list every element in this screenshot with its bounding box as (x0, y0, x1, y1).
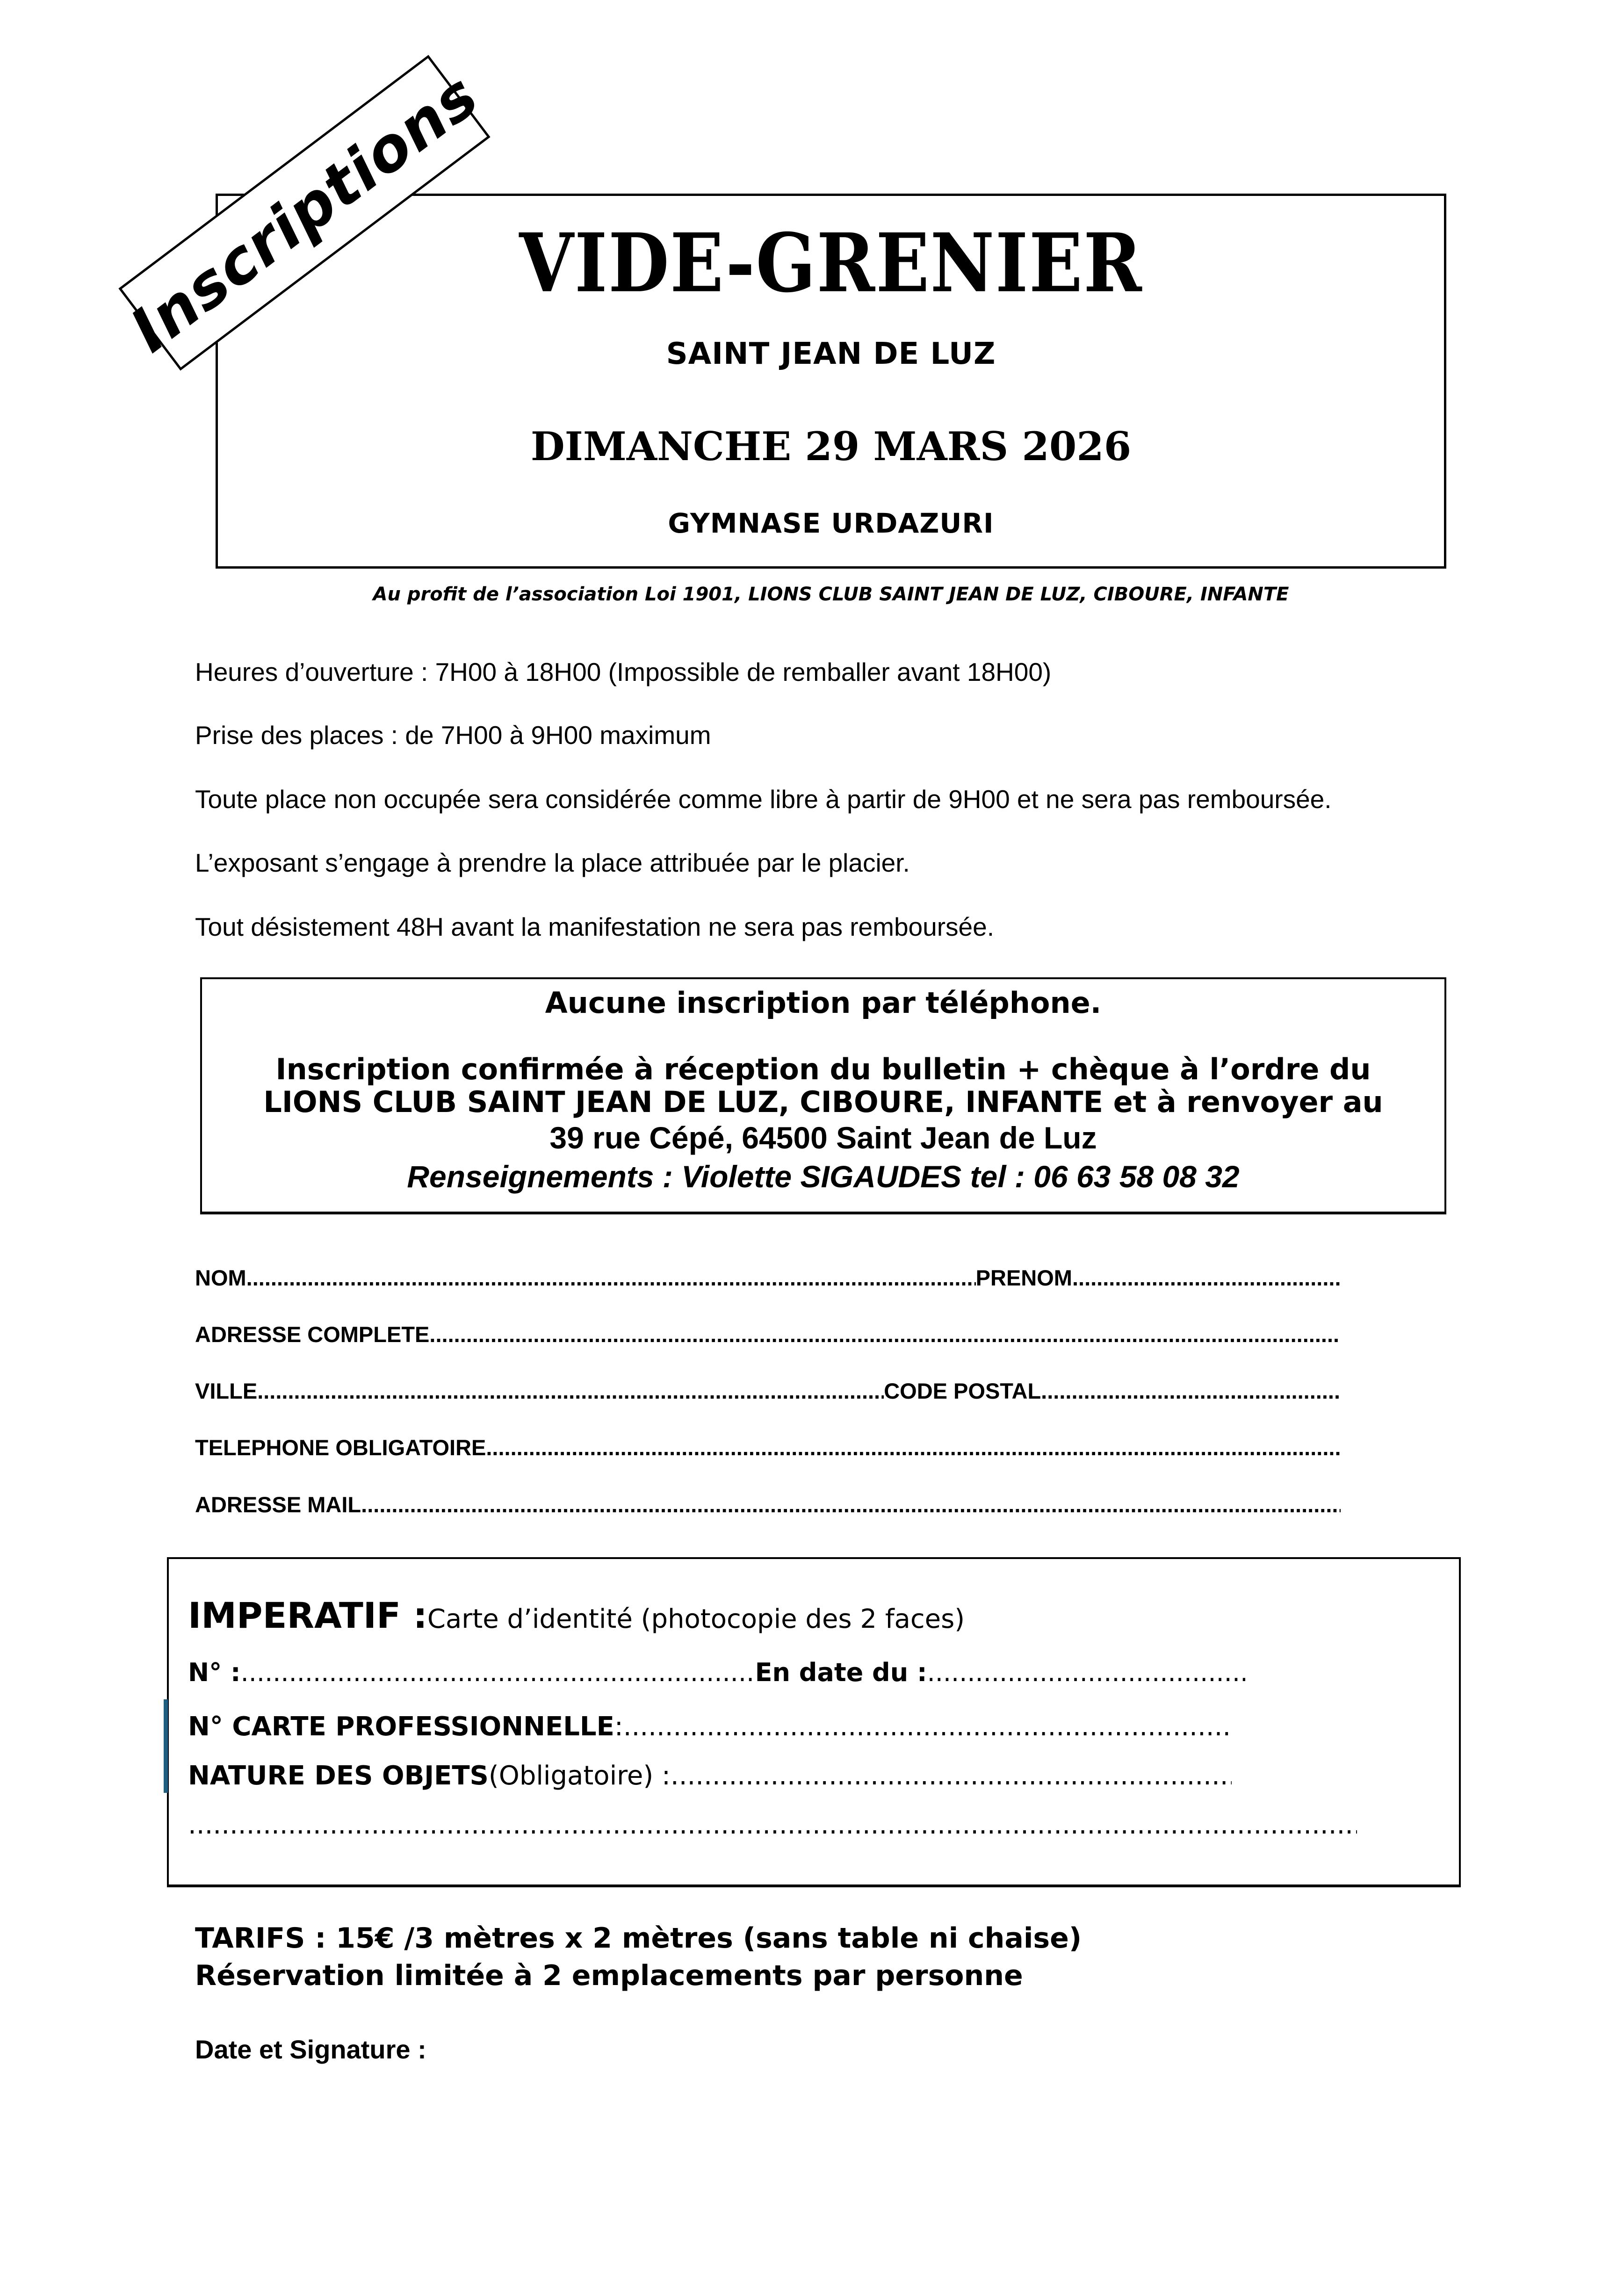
nom-label: NOM (195, 1265, 246, 1290)
form-row-city (195, 1378, 1341, 1404)
rule-opening-hours: Heures d’ouverture : 7H00 à 18H00 (Impossible de remballer avant 18H00) (195, 657, 1052, 686)
rule-cancellation: Tout désistement 48H avant la manifestation ne sera pas remboursée. (195, 912, 995, 941)
confirmation-line-1: Inscription confirmée à réception du bulletin + chèque à l’ordre du (275, 1052, 1371, 1086)
adresse-field[interactable] (429, 1321, 1341, 1347)
pro-card-row (188, 1711, 1231, 1742)
event-city: SAINT JEAN DE LUZ (666, 337, 996, 371)
ville-field[interactable] (257, 1378, 884, 1404)
tarif-limit: Réservation limitée à 2 emplacements par personne (195, 1959, 1023, 1992)
prenom-field[interactable] (1072, 1265, 1341, 1291)
mail-field[interactable] (361, 1492, 1341, 1517)
telephone-field[interactable] (486, 1435, 1341, 1460)
items-nature-field-extra[interactable] (188, 1810, 1357, 1840)
imperatif-row (188, 1595, 965, 1636)
stamp-label: Inscriptions (117, 59, 491, 366)
adresse-label: ADRESSE COMPLETE (195, 1322, 430, 1347)
accent-bar (164, 1699, 168, 1793)
event-venue: GYMNASE URDAZURI (668, 507, 994, 539)
form-row-email (195, 1492, 1341, 1517)
mail-label: ADRESSE MAIL (195, 1492, 361, 1517)
rule-assigned-place: L’exposant s’engage à prendre la place attribuée par le placier. (195, 848, 910, 877)
ville-label: VILLE (195, 1379, 258, 1403)
pro-card-separator: : (614, 1711, 623, 1742)
date-signature-label: Date et Signature : (195, 2035, 426, 2064)
id-number-row (188, 1658, 1245, 1687)
event-date: DIMANCHE 29 MARS 2026 (530, 423, 1132, 469)
items-nature-note: (Obligatoire) : (488, 1761, 671, 1791)
items-nature-field[interactable] (671, 1761, 1232, 1791)
id-date-label: En date du : (755, 1658, 927, 1687)
event-title: VIDE-GRENIER (519, 216, 1143, 311)
form-row-name (195, 1265, 1341, 1291)
code-postal-field[interactable] (1041, 1378, 1341, 1404)
form-row-phone (195, 1435, 1341, 1460)
imperatif-label: IMPERATIF : (188, 1595, 427, 1636)
id-number-label: N° : (188, 1658, 241, 1687)
beneficiary-note: Au profit de l’association Loi 1901, LIONS CLUB SAINT JEAN DE LUZ, CIBOURE, INFANTE (373, 584, 1289, 605)
prenom-label: PRENOM (975, 1265, 1072, 1290)
form-row-address (195, 1321, 1341, 1347)
no-phone-notice: Aucune inscription par téléphone. (545, 986, 1102, 1020)
items-nature-row (188, 1761, 1232, 1791)
items-nature-label: NATURE DES OBJETS (188, 1761, 489, 1791)
pro-card-field[interactable] (623, 1711, 1231, 1742)
pro-card-label: N° CARTE PROFESSIONNELLE (188, 1711, 614, 1742)
id-date-field[interactable] (927, 1658, 1245, 1687)
rule-setup-time: Prise des places : de 7H00 à 9H00 maximum (195, 721, 711, 750)
confirmation-line-2: LIONS CLUB SAINT JEAN DE LUZ, CIBOURE, INFANTE et à renvoyer au (263, 1085, 1383, 1119)
contact-info: Renseignements : Violette SIGAUDES tel : 06 63 58 08 32 (407, 1159, 1240, 1194)
rule-unoccupied-place: Toute place non occupée sera considérée comme libre à partir de 9H00 et ne sera pas remboursée. (195, 785, 1332, 814)
mailing-address: 39 rue Cépé, 64500 Saint Jean de Luz (549, 1120, 1097, 1155)
items-nature-continuation (188, 1810, 1357, 1840)
imperatif-requirement: Carte d’identité (photocopie des 2 faces) (427, 1604, 965, 1634)
nom-field[interactable] (246, 1265, 976, 1291)
code-postal-label: CODE POSTAL (884, 1379, 1041, 1403)
telephone-label: TELEPHONE OBLIGATOIRE (195, 1435, 486, 1460)
id-number-field[interactable] (241, 1658, 755, 1687)
tarif-price: TARIFS : 15€ /3 mètres x 2 mètres (sans table ni chaise) (195, 1922, 1082, 1955)
